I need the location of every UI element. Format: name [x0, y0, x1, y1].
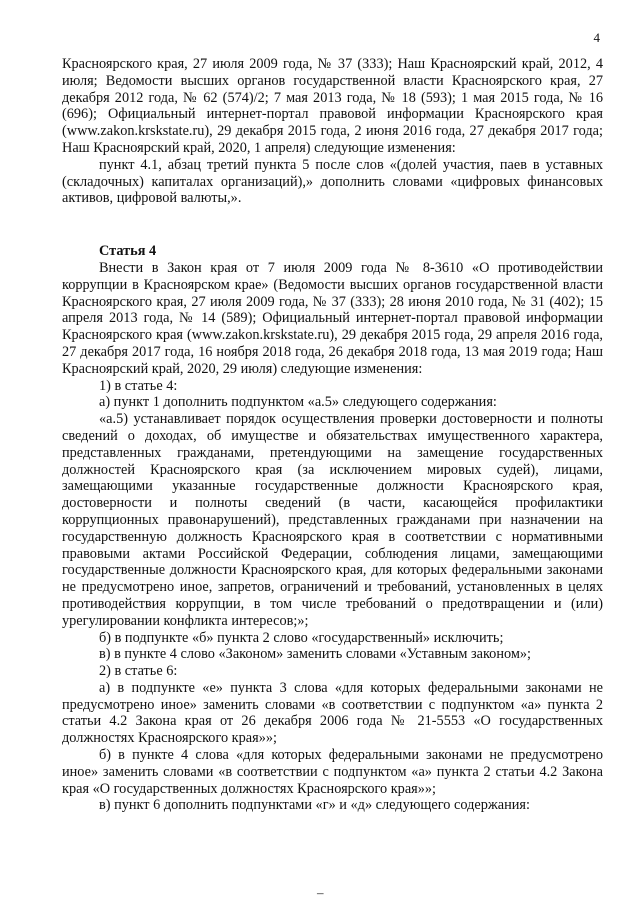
paragraph: пункт 4.1, абзац третий пункта 5 после слов «(долей участия, паев в уставных (складочных) капиталах организаций),» дополнить словами «цифровых финансовых активов, цифровой валюты,». — [62, 156, 603, 207]
paragraph: б) в пункте 4 слова «для которых федеральными законами не предусмотрено иное» заменить словами «в соответствии с подпунктом «а» пункта 2 статьи 4.2 Закона края «О государственных должностях Красноярского края»»; — [62, 747, 603, 797]
paragraph: Красноярского края, 27 июля 2009 года, № 37 (333); Наш Красноярский край, 2012, 4 июля; Ведомости высших органов государственной власти Красноярского края, 27 декабря 2012 года, № 62 (574)/2; 7 мая 2013 года, № 18 (593); 1 мая 2015 года, № 16 (696); Официальный интернет-портал правовой информации Красноярского края (www.zakon.krskstate.ru), 29 декабря 2015 года, 2 июня 2016 года, 27 декабря 2017 года; Наш Красноярский край, 2020, 1 апреля) следующие изменения: — [62, 56, 603, 156]
paragraph: 2) в статье 6: — [99, 663, 178, 680]
paragraph: «а.5) устанавливает порядок осуществления проверки достоверности и полноты сведений о доходах, об имуществе и обязательствах имущественного характера, представленных гражданами, претендующими на замещение государственных должностей Красноярского края (за исключением мировых судей), лицами, замещающими указанные государственные должности Красноярского края, достоверности и полноты сведений (в части, касающейся профилактики коррупционных правонарушений), представленных гражданами при назначении на государственную должность Красноярского края в соответствии с нормативными правовыми актами Российской Федерации, соблюдения лицами, замещающими государственные должности Красноярского края, для которых федеральными законами не предусмотрено иное, запретов, ограничений и требований, установленных в целях противодействия коррупции, в том числе требований о предотвращении и (или) урегулировании конфликта интересов;»; — [62, 411, 603, 629]
paragraph: в) в пункте 4 слово «Законом» заменить словами «Уставным законом»; — [99, 646, 532, 663]
paragraph: а) в подпункте «е» пункта 3 слова «для которых федеральными законами не предусмотрено иное» заменить словами «в соответствии с подпунктом «а» пункта 2 статьи 4.2 Закона края от 26 декабря 2006 года № 21-5553 «О государственных должностях Красноярского края»»; — [62, 679, 603, 747]
footer-mark: – — [317, 885, 324, 900]
paragraph: 1) в статье 4: — [99, 377, 178, 394]
document-body — [62, 56, 603, 814]
paragraph: Внести в Закон края от 7 июля 2009 года № 8-3610 «О противодействии коррупции в Красноярском крае» (Ведомости высших органов государственной власти Красноярского края, 27 июля 2009 года, № 37 (333); 28 июня 2010 года, № 31 (402); 15 апреля 2013 года, № 14 (589); Официальный интернет-портал правовой информации Красноярского края (www.zakon.krskstate.ru), 29 декабря 2015 года, 29 апреля 2016 года, 27 декабря 2017 года, 16 ноября 2018 года, 26 декабря 2018 года, 13 мая 2019 года; Наш Красноярский край, 2020, 29 июля) следующие изменения: — [62, 259, 603, 377]
paragraph: в) пункт 6 дополнить подпунктами «г» и «д» следующего содержания: — [99, 797, 530, 814]
page-number: 4 — [593, 30, 600, 45]
article-heading: Статья 4 — [99, 243, 157, 260]
paragraph: б) в подпункте «б» пункта 2 слово «государственный» исключить; — [99, 629, 504, 646]
spacer — [62, 207, 603, 243]
paragraph: а) пункт 1 дополнить подпунктом «а.5» следующего содержания: — [99, 394, 497, 411]
